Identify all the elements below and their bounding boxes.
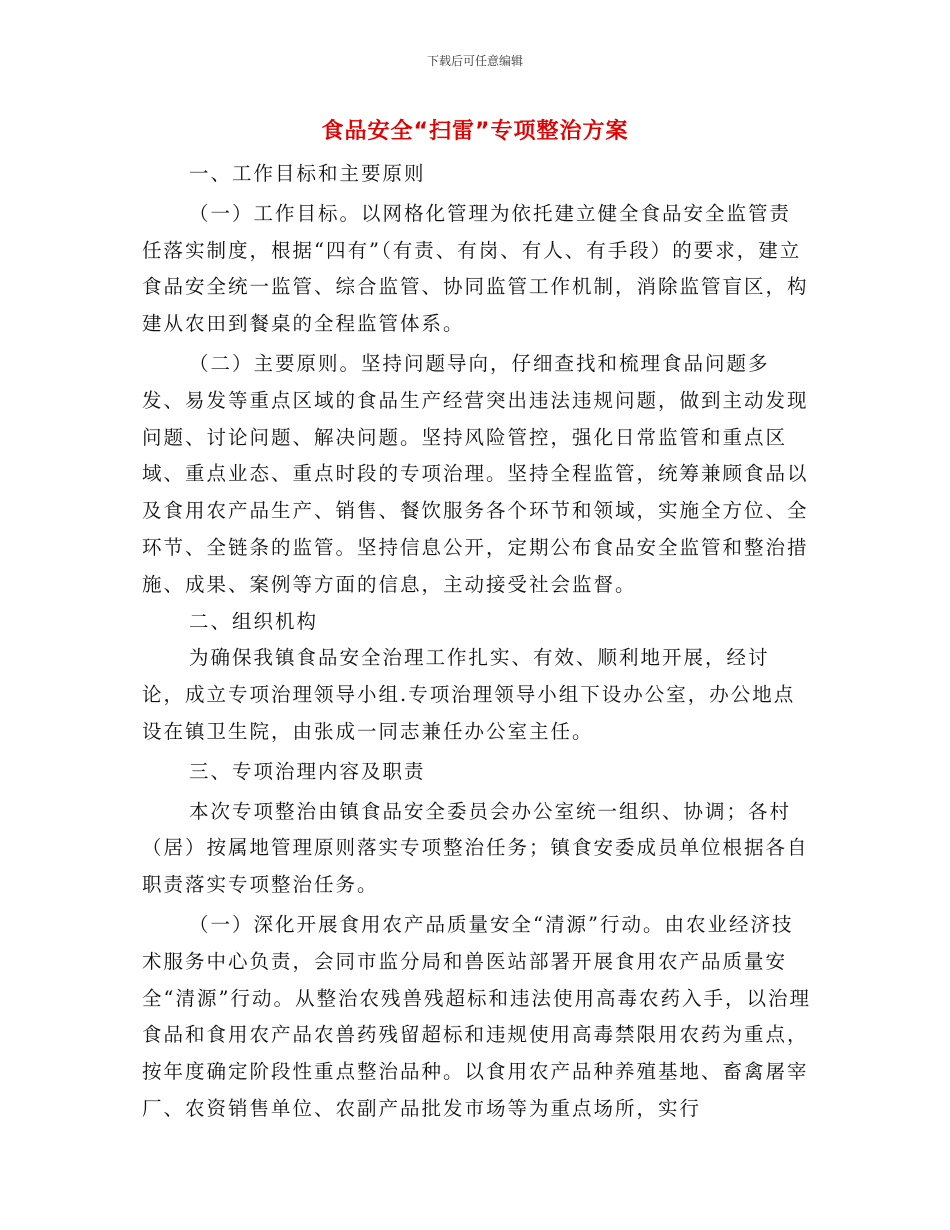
paragraph-organization: 为确保我镇食品安全治理工作扎实、有效、顺利地开展，经讨论，成立专项治理领导小组.专项治理领导小组下设办公室，办公地点设在镇卫生院，由张成一同志兼任办公室主任。	[142, 646, 796, 743]
section-heading-2: 二、组织机构	[189, 609, 319, 633]
section-heading-3: 三、专项治理内容及职责	[189, 759, 426, 783]
paragraph-work-goal: （一）工作目标。以网格化管理为依托建立健全食品安全监管责任落实制度，根据“四有”（有责、有岗、有人、有手段）的要求，建立食品安全统一监管、综合监管、协同监管工作机制，消除监管盲区，构建从农田到餐桌的全程监管体系。	[142, 201, 809, 336]
paragraph-main-principles: （二）主要原则。坚持问题导向，仔细查找和梳理食品问题多发、易发等重点区域的食品生产经营突出违法违规问题，做到主动发现问题、讨论问题、解决问题。坚持风险管控，强化日常监管和重点区域、重点业态、重点时段的专项治理。坚持全程监管，统筹兼顾食品以及食用农产品生产、销售、餐饮服务各个环节和领域，实施全方位、全环节、全链条的监管。坚持信息公开，定期公布食品安全监管和整治措施、成果、案例等方面的信息，主动接受社会监督。	[142, 351, 809, 596]
paragraph-clean-source-action: （一）深化开展食用农产品质量安全“清源”行动。由农业经济技术服务中心负责，会同市监分局和兽医站部署开展食用农产品质量安全“清源”行动。从整治农残兽残超标和违法使用高毒农药入手，以治理食品和食用农产品农兽药残留超标和违规使用高毒禁限用农药为重点，按年度确定阶段性重点整治品种。以食用农产品种养殖基地、畜禽屠宰厂、农资销售单位、农副产品批发市场等为重点场所，实行	[142, 912, 811, 1120]
document-body	[142, 156, 812, 1128]
section-heading-1: 一、工作目标和主要原则	[189, 162, 426, 185]
header-note: 下载后可任意编辑	[426, 54, 523, 68]
document-title: 食品安全“扫雷”专项整治方案	[321, 119, 629, 144]
paragraph-responsibilities: 本次专项整治由镇食品安全委员会办公室统一组织、协调；各村（居）按属地管理原则落实专项整治任务；镇食安委成员单位根据各自职责落实专项整治任务。	[142, 799, 809, 897]
